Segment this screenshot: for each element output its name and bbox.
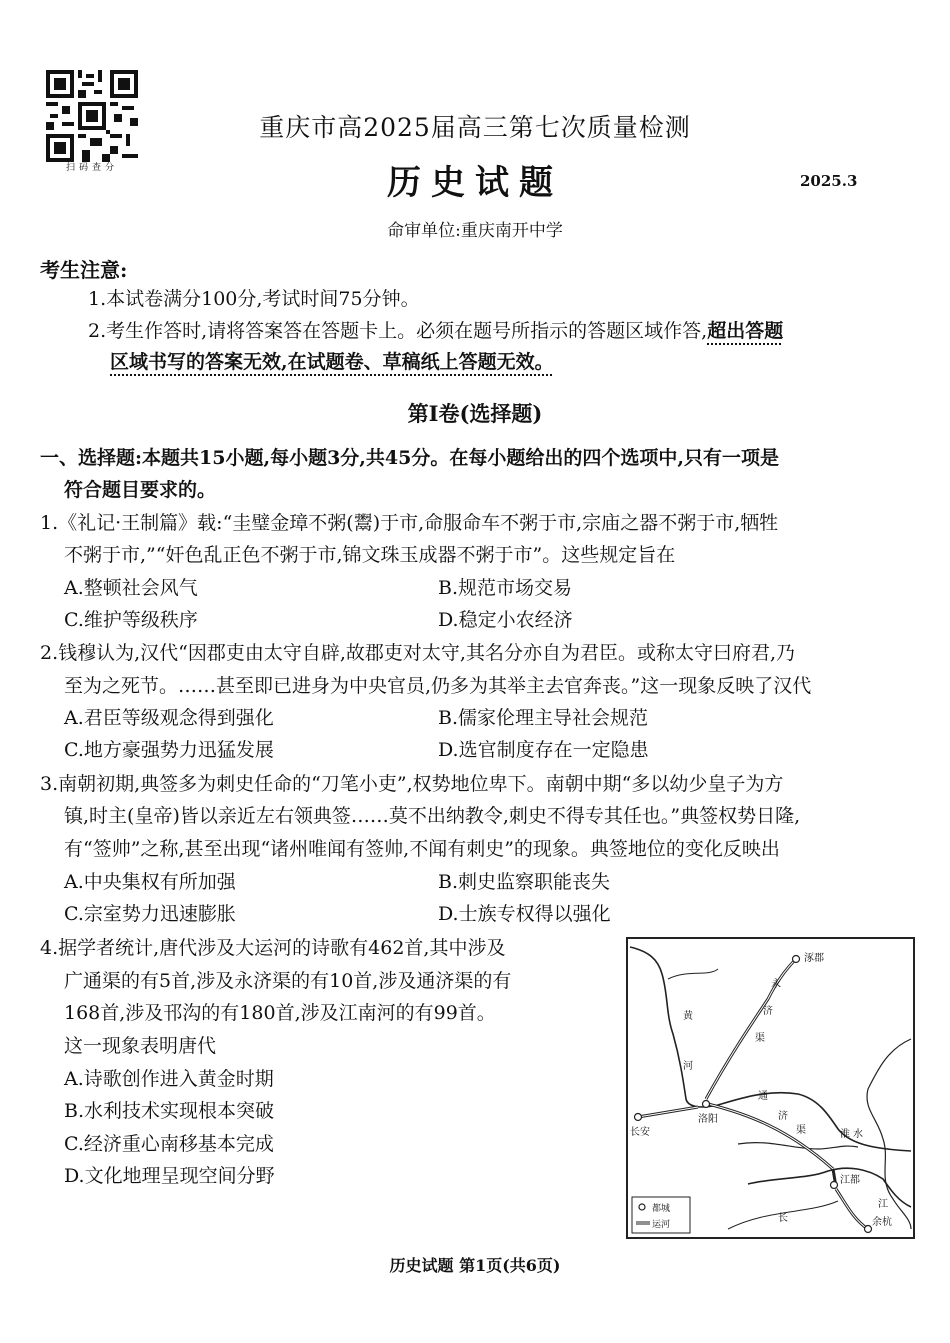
q4-stem-line1: 4.据学者统计,唐代涉及大运河的诗歌有462首,其中涉及 <box>40 937 506 959</box>
city-luoyang <box>703 1101 710 1108</box>
qr-label: 扫码查分 <box>65 163 118 173</box>
label-yong: 永 <box>771 979 781 990</box>
city-changan <box>635 1114 642 1121</box>
notice-item-2 <box>88 316 783 347</box>
q4-stem-line2: 广通渠的有5首,涉及永济渠的有10首,涉及通济渠的有 <box>64 970 512 992</box>
q4-stem-line3: 168首,涉及邗沟的有180首,涉及江南河的有99首。 <box>64 1002 496 1024</box>
notice-item-2-emphasis: 超出答题 <box>707 320 784 342</box>
label-ji: 济 <box>763 1006 773 1017</box>
label-qu: 渠 <box>755 1033 765 1044</box>
q4-option-b: B.水利技术实现根本突破 <box>64 1100 275 1122</box>
notice-heading: 考生注意: <box>40 258 128 282</box>
section-heading: 一、选择题:本题共15小题,每小题3分,共45分。在每小题给出的四个选项中,只有一项是 <box>40 447 779 469</box>
canal-map <box>626 937 915 1239</box>
jiangnan-canal <box>836 1189 868 1229</box>
section-heading-cont: 符合题目要求的。 <box>64 479 217 501</box>
q2-option-b: B.儒家伦理主导社会规范 <box>438 707 649 729</box>
legend-city: 都城 <box>652 1204 671 1214</box>
q2-stem-line1: 2.钱穆认为,汉代“因郡吏由太守自辟,故郡吏对太守,其名分亦自为君臣。或称太守曰府君,乃 <box>40 642 796 664</box>
city-yuhang <box>865 1226 872 1233</box>
label-shui: 水 <box>853 1129 863 1140</box>
label-huang: 黄 <box>683 1011 693 1022</box>
label-qu2: 渠 <box>796 1125 806 1136</box>
label-luoyang: 洛阳 <box>698 1114 718 1125</box>
coastline <box>867 1039 911 1229</box>
q1-option-c: C.维护等级秩序 <box>64 609 198 631</box>
label-yuhang: 余杭 <box>872 1217 892 1228</box>
notice-item-2-cont: 区域书写的答案无效,在试题卷、草稿纸上答题无效。 <box>110 351 554 373</box>
q3-option-a: A.中央集权有所加强 <box>64 871 236 893</box>
organizer: 命审单位:重庆南开中学 <box>387 221 563 241</box>
q4-option-d: D.文化地理呈现空间分野 <box>64 1165 275 1187</box>
label-tong: 通 <box>758 1091 768 1102</box>
q4-option-c: C.经济重心南移基本完成 <box>64 1133 274 1155</box>
q2-option-a: A.君臣等级观念得到强化 <box>64 707 274 729</box>
volume-heading: 第Ⅰ卷(选择题) <box>407 401 543 426</box>
q1-option-b: B.规范市场交易 <box>438 577 573 599</box>
subject-title: 历史试题 <box>387 163 563 203</box>
label-he: 河 <box>683 1061 693 1072</box>
page-footer: 历史试题 第1页(共6页) <box>389 1256 561 1275</box>
q1-stem-line1: 1.《礼记·王制篇》载:“圭璧金璋不粥(鬻)于市,命服命车不粥于市,宗庙之器不粥于市,牺牲 <box>40 512 779 534</box>
label-ji2: 济 <box>778 1111 788 1122</box>
q4-stem-line4: 这一现象表明唐代 <box>64 1035 217 1057</box>
q3-option-c: C.宗室势力迅速膨胀 <box>64 903 236 925</box>
yongji-canal <box>706 959 796 1099</box>
label-chang: 长 <box>778 1213 788 1224</box>
label-changan: 长安 <box>630 1127 650 1138</box>
city-zhuojun <box>793 956 800 963</box>
label-huai: 淮 <box>840 1129 850 1140</box>
label-zhuojun: 涿郡 <box>804 953 824 964</box>
exam-date: 2025.3 <box>800 172 858 190</box>
q1-option-d: D.稳定小农经济 <box>438 609 573 631</box>
q4-option-a: A.诗歌创作进入黄金时期 <box>64 1068 274 1090</box>
label-jiangdu: 江都 <box>840 1175 860 1186</box>
q1-option-a: A.整顿社会风气 <box>64 577 198 599</box>
label-jiang: 江 <box>878 1199 888 1210</box>
q2-option-c: C.地方豪强势力迅猛发展 <box>64 739 274 761</box>
q2-stem-line2: 至为之死节。……甚至即已进身为中央官员,仍多为其举主去官奔丧。”这一现象反映了汉代 <box>64 675 812 697</box>
q1-stem-line2: 不粥于市,”“奸色乱正色不粥于市,锦文珠玉成器不粥于市”。这些规定旨在 <box>64 544 676 566</box>
tongji-canal <box>708 1104 833 1169</box>
q3-option-b: B.刺史监察职能丧失 <box>438 871 611 893</box>
city-jiangdu <box>831 1182 838 1189</box>
legend-canal: 运河 <box>652 1220 671 1230</box>
q3-stem-line3: 有“签帅”之称,甚至出现“诸州唯闻有签帅,不闻有刺史”的现象。典签地位的变化反映出 <box>64 838 780 860</box>
exam-title: 重庆市高2025届高三第七次质量检测 <box>259 113 691 142</box>
q2-option-d: D.选官制度存在一定隐患 <box>438 739 649 761</box>
q3-option-d: D.士族专权得以强化 <box>438 903 611 925</box>
notice-item-2-text: 2.考生作答时,请将答案答在答题卡上。必须在题号所指示的答题区域作答, <box>88 320 708 342</box>
q3-stem-line2: 镇,时主(皇帝)皆以亲近左右领典签……莫不出纳教令,刺史不得专其任也。”典签权势日隆, <box>64 805 801 827</box>
notice-item-1: 1.本试卷满分100分,考试时间75分钟。 <box>88 288 420 310</box>
map-legend <box>632 1197 690 1233</box>
q3-stem-line1: 3.南朝初期,典签多为刺史任命的“刀笔小吏”,权势地位卑下。南朝中期“多以幼少皇子为方 <box>40 773 784 795</box>
